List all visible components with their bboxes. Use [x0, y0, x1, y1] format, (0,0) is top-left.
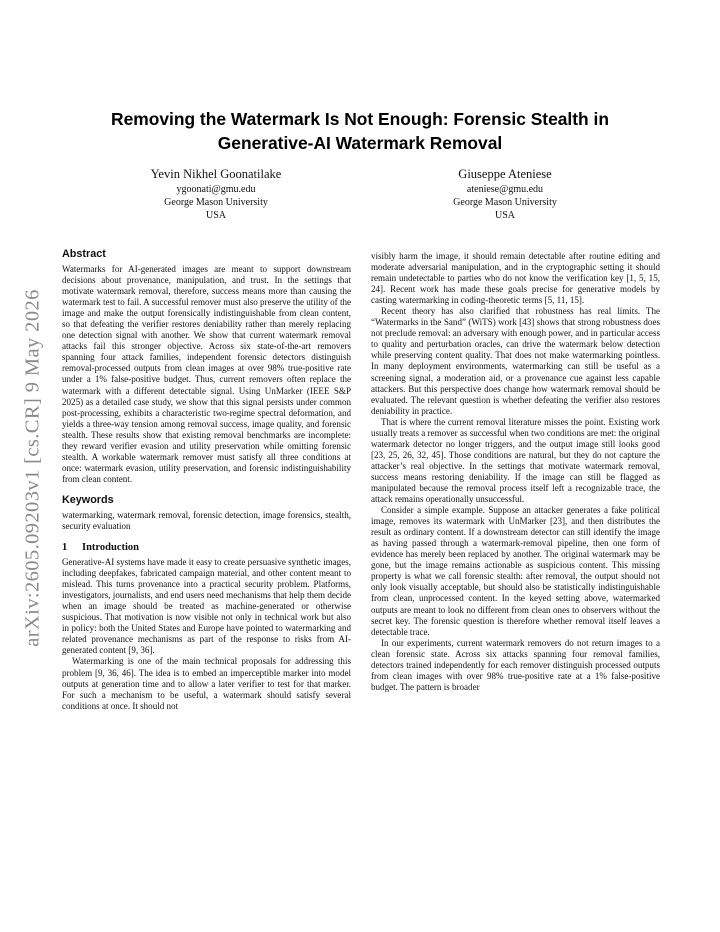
body-paragraph: In our experiments, current watermark removers do not return images to a clean forensic state. Across six attacks spanning four removal families, detectors trained independently for each remover distinguish processed outputs from clean images with over 98% true-positive rate at a 1% false-positive budget. The pattern is broader [371, 637, 660, 692]
author-affiliation: George Mason University [164, 197, 268, 208]
author-affiliation: George Mason University [453, 197, 557, 208]
keywords-heading: Keywords [62, 493, 114, 506]
abstract-text: Watermarks for AI-generated images are meant to support downstream decisions about provenance, manipulation, and trust. In the settings that motivate watermark removal, therefore, success means more than causing the watermark test to fail. A successful remover must also preserve the utility of the image and make the output forensically indistinguishable from clean content, so that defeating the verifier restores deniability rather than merely replacing one detection signal with another. We show that current watermark removal attacks fail this stronger objective. Across six state-of-the-art removers spanning four attack families, independent forensic detectors distinguish removal-processed outputs from clean images at over 98% true-positive rate under a 1% false-positive budget. Thus, current removers often replace the watermark with a different detectable signal. Using UnMarker (IEEE S&P 2025) as a detailed case study, we show that this signal persists under common post-processing, exhibits a characteristic two-regime spectral deformation, and yields a three-way tension among removal success, image quality, and forensic stealth. These results show that existing removal benchmarks are incomplete: they reward verifier evasion and utility preservation while omitting forensic stealth. A workable watermark remover must satisfy all three conditions at once: watermark evasion, utility preservation, and forensic indistinguishability from clean content. [62, 264, 351, 484]
section-heading-introduction [62, 541, 351, 554]
body-paragraph: visibly harm the image, it should remain detectable after routine editing and moderate adversarial manipulation, and in the cryptographic setting it should remain undetectable to parties who do not know the verification key [1, 5, 15, 24]. Recent work has made these goals precise for generative models by casting watermarking in coding-theoretic terms [5, 11, 15]. [371, 251, 660, 306]
body-paragraph: Consider a simple example. Suppose an attacker generates a fake political image, removes its watermark with UnMarker [23], and then distributes the result as ordinary content. If a downstream detector can still identify the image as having passed through a watermark-removal pipeline, then one form of evidence has merely been replaced by another. The original watermark may be gone, but the image remains actionable as suspicious content. This missing property is what we call forensic stealth: after removal, the output should not only look visually acceptable, but should also be statistically indistinguishable from clean, unprocessed content. In the keyed setting above, watermarked outputs are meant to look no different from clean ones to observers without the secret key. The forensic question is therefore whether removal itself leaves a detectable trace. [371, 505, 660, 637]
author-country: USA [205, 210, 226, 221]
arxiv-identifier [12, 262, 54, 674]
keywords-text: watermarking, watermark removal, forensic detection, image forensics, stealth, security evaluation [62, 509, 351, 531]
section-number: 1 [62, 542, 68, 554]
author-name: Giuseppe Ateniese [458, 167, 552, 181]
author-country: USA [494, 210, 515, 221]
abstract-heading: Abstract [62, 248, 106, 260]
section-title: Introduction [82, 542, 139, 554]
intro-paragraph: Watermarking is one of the main technical proposals for addressing this problem [9, 36, 46]. The idea is to embed an imperceptible marker into model outputs at generation time and to allow a later verifier to test for that marker. For such a mechanism to be useful, a watermark should satisfy several conditions at once. It should not [62, 656, 351, 711]
intro-paragraph: Generative-AI systems have made it easy to create persuasive synthetic images, including deepfakes, fabricated campaign material, and other content meant to mislead. This turns provenance into a practical security problem. Platforms, investigators, journalists, and end users need mechanisms that help them decide when an image should be treated as machine-generated or otherwise suspicious. That motivation is now visible not only in technical work but also in policy: both the United States and Europe have pointed to watermarking and related provenance mechanisms as part of the response to risks from AI-generated content [9, 36]. [62, 557, 351, 656]
author-email: ygoonati@gmu.edu [176, 184, 256, 195]
paper-title: Removing the Watermark Is Not Enough: Forensic Stealth in Generative-AI Watermark Removal [111, 108, 609, 153]
author-name: Yevin Nikhel Goonatilake [150, 167, 282, 181]
arxiv-id-text: arXiv:2605.09203v1 [cs.CR] 9 May 2026 [21, 289, 44, 647]
body-paragraph: That is where the current removal literature misses the point. Existing work usually treats a remover as successful when two conditions are met: the original watermark detector no longer triggers, and the output image still looks good [23, 25, 26, 32, 45]. Those conditions are natural, but they do not capture the attacker’s real objective. In the settings that motivate watermark removal, success means restoring deniability. If the image can still be flagged as manipulated because the removal process itself left a recognizable trace, the attack remains operationally unsuccessful. [371, 416, 660, 505]
author-block [91, 166, 341, 222]
left-column [62, 248, 351, 712]
body-paragraph: Recent theory has also clarified that robustness has real limits. The “Watermarks in the Sand” (WiTS) work [43] shows that strong robustness does not preclude removal: an adversary with enough power, and in particular access to quality and perturbation oracles, can drive the watermark below detection while preserving content quality. That does not make watermarking pointless. In many deployment environments, watermarking can still be useful as a screening signal, a moderation aid, or a provenance cue against less capable attackers. But this perspective does change how watermark removal should be evaluated. The relevant question is whether defeating the verifier also restores deniability in practice. [371, 306, 660, 416]
right-column [371, 251, 660, 693]
author-email: ateniese@gmu.edu [466, 184, 544, 195]
author-block [380, 166, 630, 222]
